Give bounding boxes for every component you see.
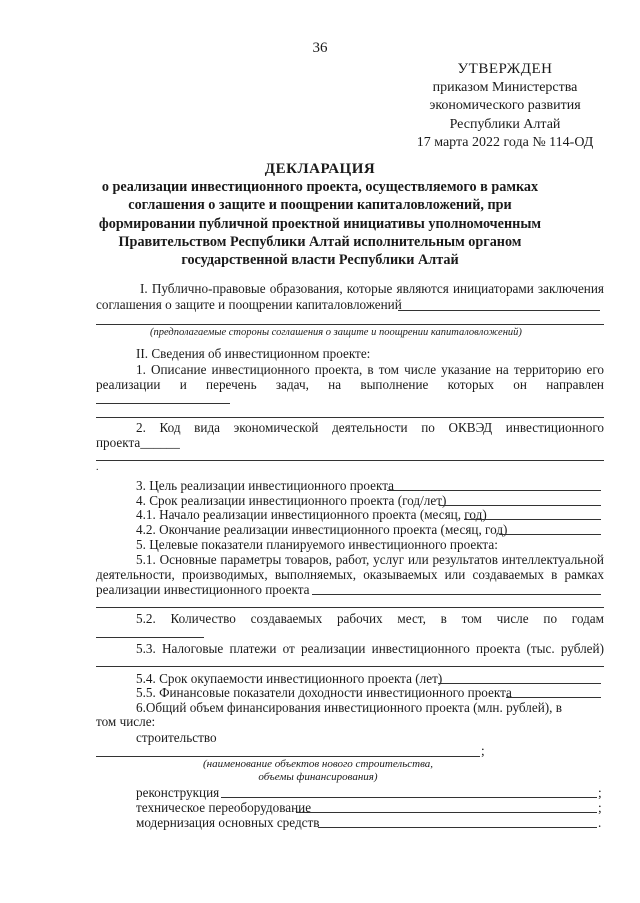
- item2-line1: 2. Код вида экономической деятельности по ОКВЭД инвестиционного: [136, 420, 604, 435]
- title-line: о реализации инвестиционного проекта, осуществляемого в рамках: [101, 179, 539, 196]
- item5-5-blank[interactable]: [506, 697, 601, 698]
- approval-date: 17 марта 2022 года № 114-ОД: [416, 135, 594, 150]
- item4-1-blank[interactable]: [464, 519, 601, 520]
- reequipment-label: техническое переоборудование: [136, 800, 312, 815]
- item5-1-blank-full[interactable]: [96, 607, 604, 608]
- item5-3-label: 5.3. Налоговые платежи от реализации инвестиционного проекта (тыс. рублей): [136, 641, 604, 656]
- item1-line2: реализации и перечень задач, на выполнение которых он направлен: [96, 377, 604, 392]
- approval-block: [400, 60, 610, 153]
- item6-line1: 6.Общий объем финансирования инвестиционного проекта (млн. рублей), в: [136, 700, 562, 715]
- item5-2-blank[interactable]: [96, 637, 204, 638]
- item6-line2: том числе:: [96, 714, 156, 729]
- caption2-line1: (наименование объектов нового строительства,: [202, 758, 434, 770]
- reconstruction-blank[interactable]: [221, 797, 597, 798]
- item4-blank[interactable]: [439, 505, 601, 506]
- modernization-label: модернизация основных средств: [136, 815, 320, 830]
- item4-2-label: 4.2. Окончание реализации инвестиционного проекта (месяц, год): [136, 522, 508, 537]
- item5-4-blank[interactable]: [438, 683, 601, 684]
- section1-line2: соглашения о защите и поощрении капиталовложений: [96, 297, 402, 312]
- title-main: ДЕКЛАРАЦИЯ: [264, 161, 376, 177]
- item5-1-line2: деятельности, производимых, выполняемых, оказываемых или создаваемых в рамках: [96, 567, 604, 582]
- title-line: формировании публичной проектной инициативы уполномоченным: [98, 215, 542, 232]
- stray-mark: .: [96, 462, 99, 473]
- item1-blank[interactable]: [96, 403, 230, 404]
- item5-1-line1: 5.1. Основные параметры товаров, работ, услуг или результатов интеллектуальной: [136, 552, 604, 567]
- section1-blank[interactable]: [398, 310, 600, 311]
- item5-5-label: 5.5. Финансовые показатели доходности инвестиционного проекта: [136, 685, 512, 700]
- construction-label: строительство: [136, 730, 217, 745]
- construction-caption: [96, 758, 540, 784]
- item5-1-blank[interactable]: [312, 594, 601, 595]
- item4-label: 4. Срок реализации инвестиционного проекта (год/лет): [136, 493, 447, 508]
- reconstruction-end: ;: [598, 785, 602, 800]
- item5-1-line3: реализации инвестиционного проекта: [96, 582, 310, 597]
- item4-2-blank[interactable]: [499, 534, 601, 535]
- item2-label: проекта: [96, 435, 141, 450]
- item2-line2: [96, 435, 180, 451]
- item3-blank[interactable]: [387, 490, 601, 491]
- caption2-line2: объемы финансирования): [258, 771, 378, 783]
- title-line: Правительством Республики Алтай исполнительным органом: [118, 233, 522, 250]
- modernization-end: .: [598, 815, 602, 830]
- item5-4-label: 5.4. Срок окупаемости инвестиционного проекта (лет): [136, 671, 443, 686]
- item2-blank-full[interactable]: [96, 460, 604, 461]
- page-number: 36: [312, 40, 328, 56]
- declaration-title: [80, 160, 560, 269]
- modernization-blank[interactable]: [318, 827, 597, 828]
- construction-end: ;: [481, 743, 485, 758]
- approval-line: экономического развития: [429, 98, 581, 113]
- title-line: соглашения о защите и поощрении капиталовложений, при: [128, 197, 512, 214]
- reequipment-end: ;: [598, 800, 602, 815]
- title-line: государственной власти Республики Алтай: [181, 252, 459, 269]
- item1-line1: 1. Описание инвестиционного проекта, в том числе указание на территорию его: [136, 362, 604, 377]
- item5-label: 5. Целевые показатели планируемого инвестиционного проекта:: [136, 537, 498, 552]
- approval-heading: УТВЕРЖДЕН: [457, 61, 553, 77]
- approval-line: Республики Алтай: [449, 116, 561, 132]
- item3-label: 3. Цель реализации инвестиционного проекта: [136, 478, 394, 493]
- construction-blank[interactable]: [96, 756, 480, 757]
- approval-line: приказом Министерства: [432, 79, 578, 95]
- reequipment-blank[interactable]: [296, 812, 597, 813]
- section2-heading: II. Сведения об инвестиционном проекте:: [136, 346, 371, 361]
- item1-blank-full[interactable]: [96, 417, 604, 418]
- item2-fill[interactable]: ______: [140, 435, 180, 450]
- item4-1-label: 4.1. Начало реализации инвестиционного проекта (месяц, год): [136, 507, 487, 522]
- item5-3-blank[interactable]: [96, 666, 604, 667]
- item5-2-label: 5.2. Количество создаваемых рабочих мест, в том числе по годам: [136, 611, 604, 626]
- reconstruction-label: реконструкция: [136, 785, 220, 800]
- section1-line1: I. Публично-правовые образования, которые являются инициаторами заключения: [140, 281, 604, 296]
- section1-caption: (предполагаемые стороны соглашения о защите и поощрении капиталовложений): [150, 327, 522, 338]
